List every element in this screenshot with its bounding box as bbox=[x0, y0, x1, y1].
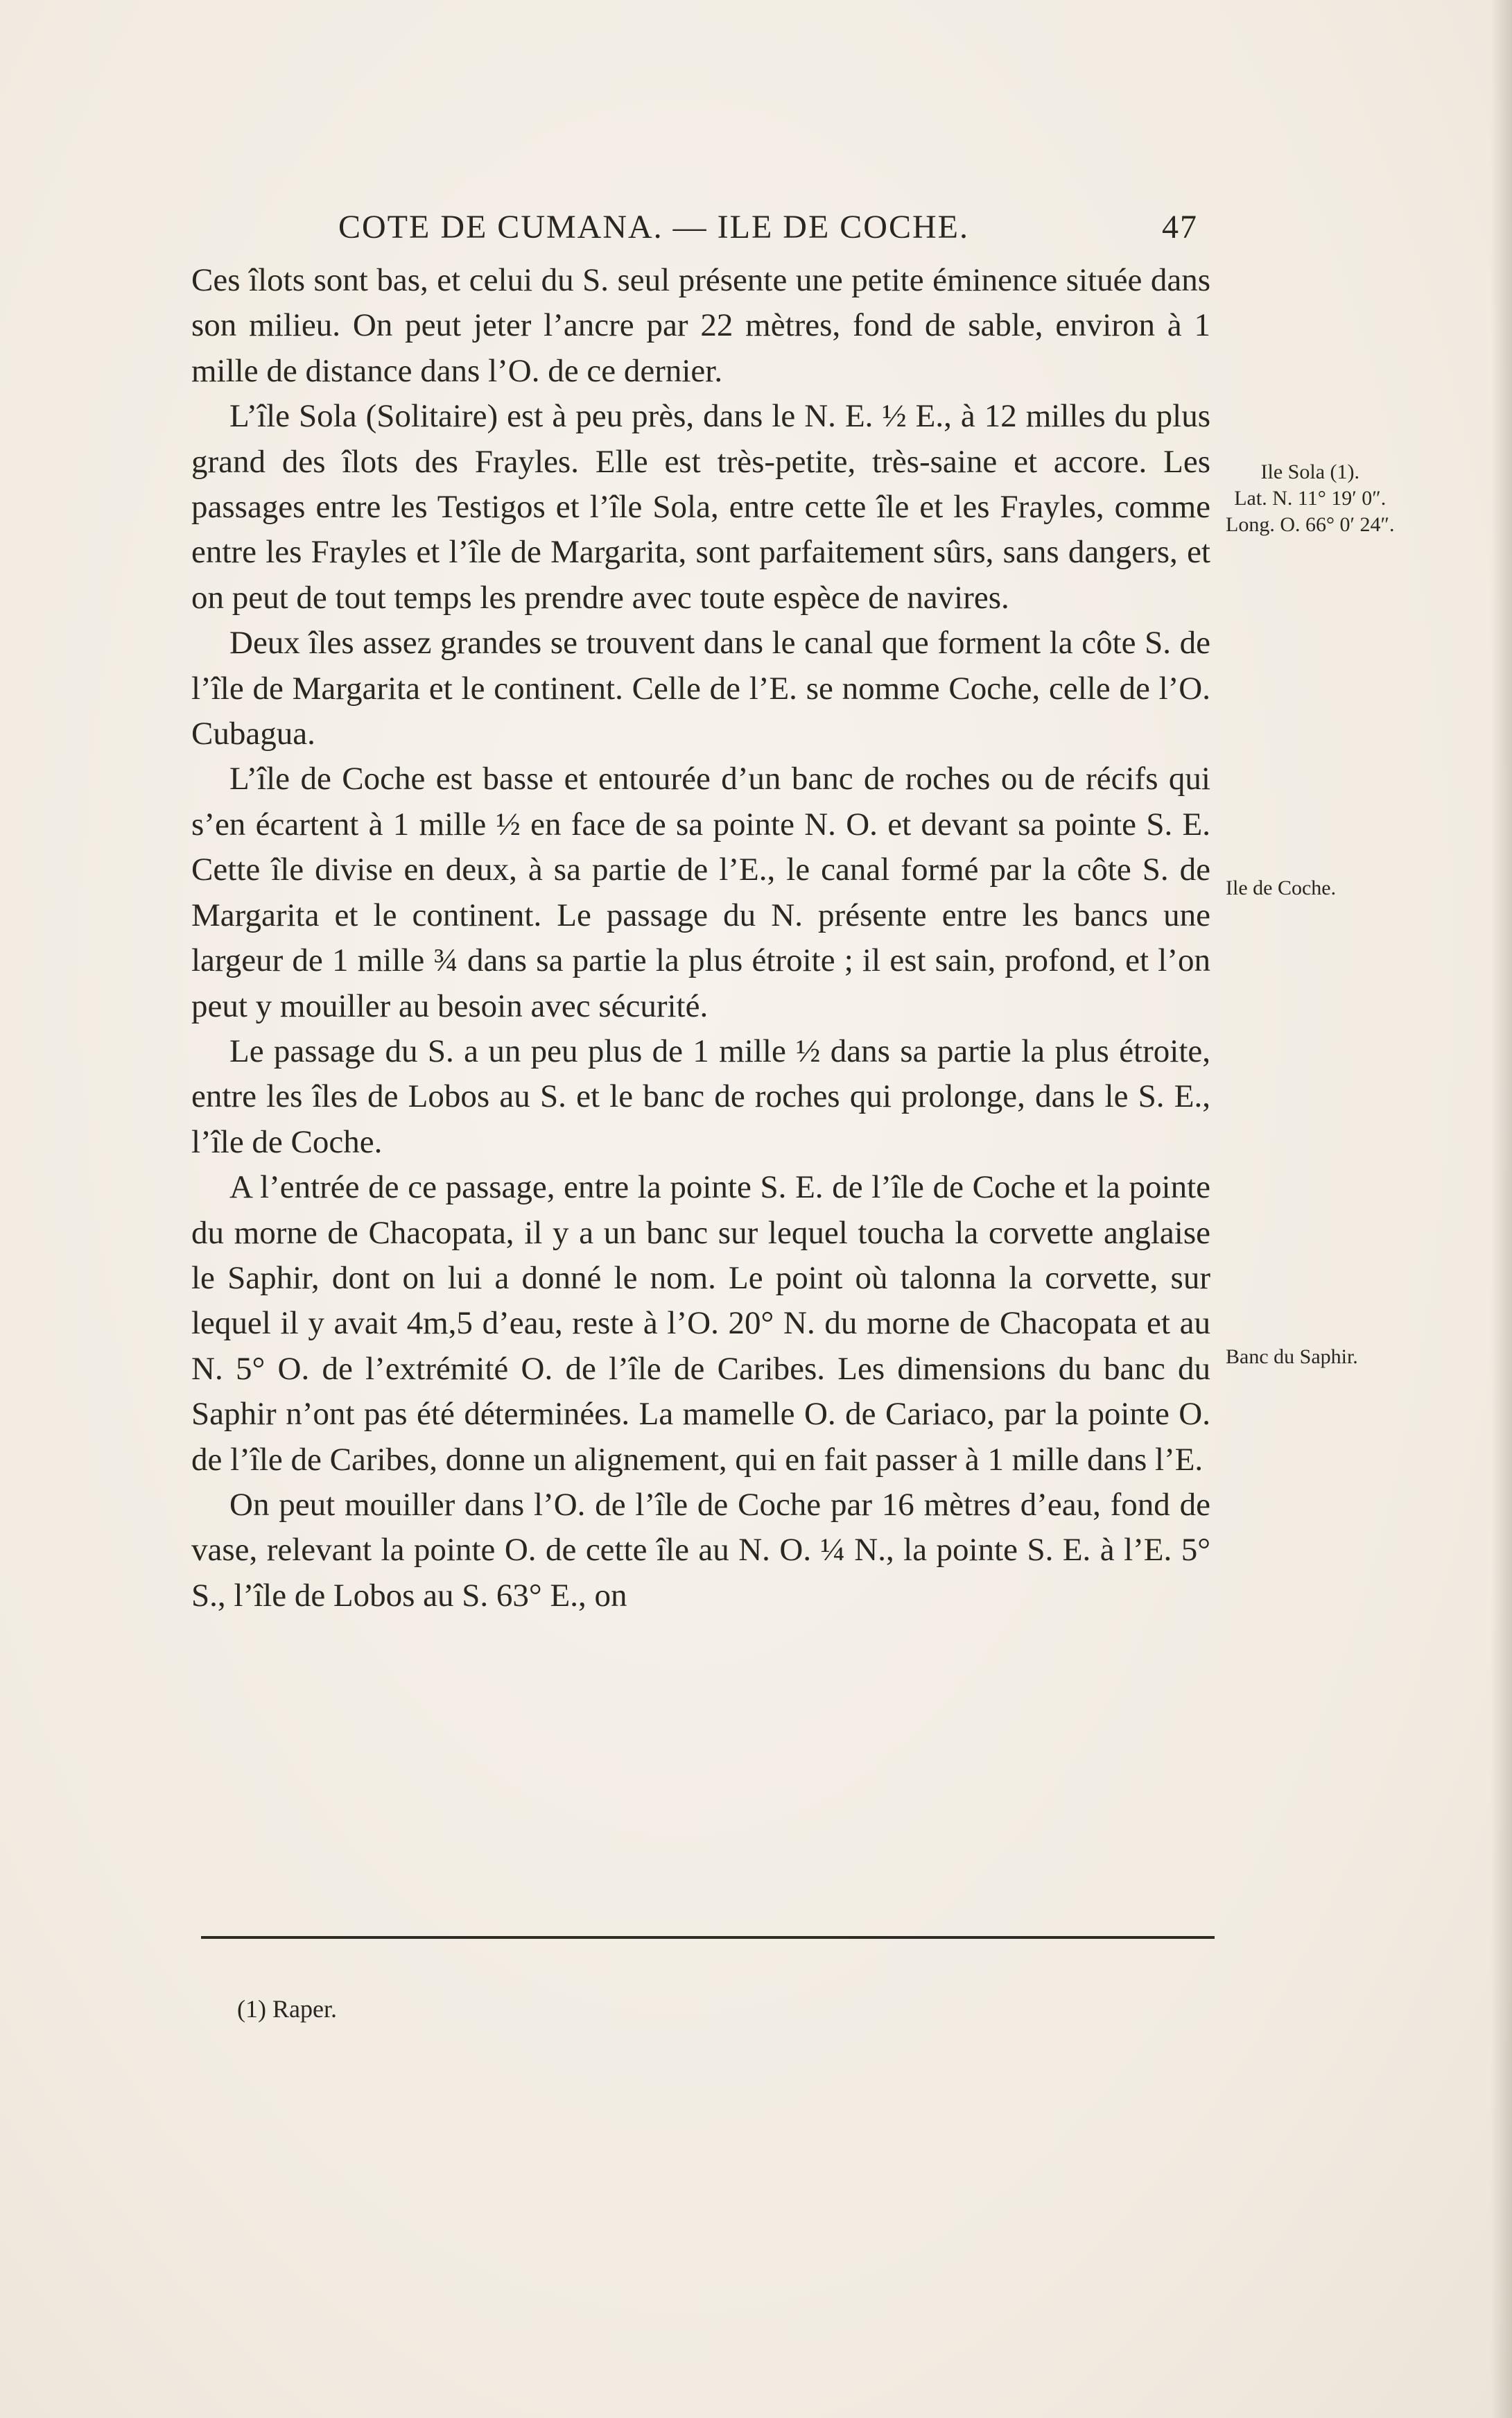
paragraph-3: Deux îles assez grandes se trouvent dans le canal que forment la côte S. de l’île de Margarita et le continent. Celle de l’E. se nomme Coche, celle de l’O. Cubagua. bbox=[191, 625, 1210, 752]
main-text bbox=[191, 258, 1210, 1618]
running-header bbox=[338, 208, 1198, 257]
page-number: 47 bbox=[1162, 209, 1198, 245]
footnote-rule bbox=[201, 1936, 1215, 1939]
running-title: COTE DE CUMANA. — ILE DE COCHE. bbox=[338, 209, 969, 245]
margin-note-banc-du-saphir: Banc du Saphir. bbox=[1226, 1345, 1358, 1368]
footnote: (1) Raper. bbox=[237, 1995, 337, 2023]
paragraph-6: A l’entrée de ce passage, entre la pointe S. E. de l’île de Coche et la pointe du morne de Chacopata, il y a un banc sur lequel toucha la corvette anglaise le Saphir, dont on lui a donné le nom. Le point où talonna la corvette, sur lequel il y avait 4m,5 d’eau, reste à l’O. 20° N. du morne de Chacopata et au N. 5° O. de l’extrémité O. de l’île de Caribes. Les dimensions du banc du Saphir n’ont pas été déterminées. La mamelle O. de Cariaco, par la pointe O. de l’île de Caribes, donne un alignement, qui en fait passer à 1 mille dans l’E. bbox=[191, 1169, 1210, 1478]
margin-note-ile-de-coche: Ile de Coche. bbox=[1226, 876, 1337, 899]
paragraph-4: L’île de Coche est basse et entourée d’un banc de roches ou de récifs qui s’en écartent à 1 mille ½ en face de sa pointe N. O. et devant sa pointe S. E. Cette île divise en deux, à sa partie de l’E., le canal formé par la côte S. de Margarita et le continent. Le passage du N. présente entre les bancs une largeur de 1 mille ¾ dans sa partie la plus étroite ; il est sain, profond, et l’on peut y mouiller au besoin avec sécurité. bbox=[191, 761, 1210, 1024]
margin-note-sola-long: Long. O. 66° 0′ 24″. bbox=[1226, 513, 1395, 536]
paragraph-5: Le passage du S. a un peu plus de 1 mille ½ dans sa partie la plus étroite, entre les îles de Lobos au S. et le banc de roches qui prolonge, dans le S. E., l’île de Coche. bbox=[191, 1033, 1210, 1160]
margin-note-ile-sola bbox=[1226, 459, 1395, 538]
paragraph-2: L’île Sola (Solitaire) est à peu près, dans le N. E. ½ E., à 12 milles du plus grand des îlots des Frayles. Elle est très-petite, très-saine et accore. Les passages entre les Testigos et l’île Sola, entre cette île et les Frayles, comme entre les Frayles et l’île de Margarita, sont parfaitement sûrs, sans dangers, et on peut de tout temps les prendre avec toute espèce de navires. bbox=[191, 398, 1210, 616]
margin-note-sola-lat: Lat. N. 11° 19′ 0″. bbox=[1234, 487, 1387, 510]
margin-note-sola-title: Ile Sola (1). bbox=[1260, 460, 1359, 483]
paragraph-1: Ces îlots sont bas, et celui du S. seul présente une petite éminence située dans son milieu. On peut jeter l’ancre par 22 mètres, fond de sable, environ à 1 mille de distance dans l’O. de ce dernier. bbox=[191, 262, 1210, 389]
page-edge-shadow bbox=[1491, 0, 1512, 2418]
paragraph-7: On peut mouiller dans l’O. de l’île de Coche par 16 mètres d’eau, fond de vase, relevant la pointe O. de cette île au N. O. ¼ N., la pointe S. E. à l’E. 5° S., l’île de Lobos au S. 63° E., on bbox=[191, 1486, 1210, 1614]
